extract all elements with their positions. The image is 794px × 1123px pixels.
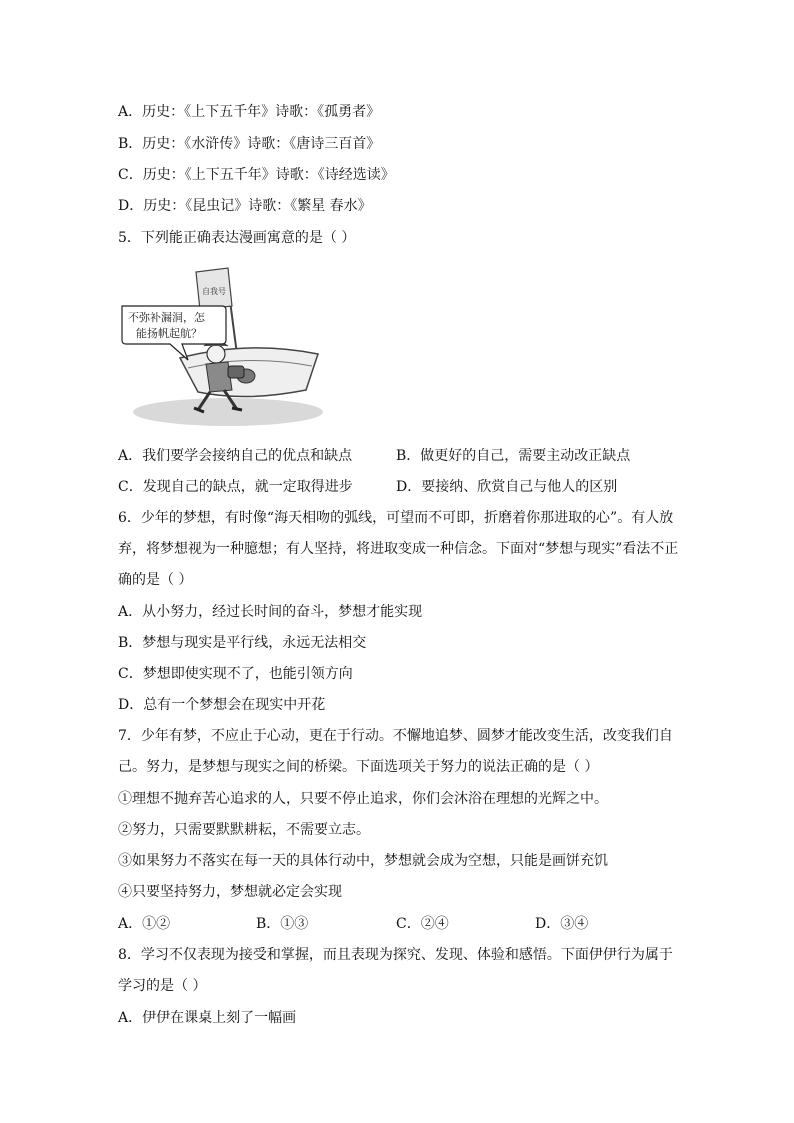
- q6-stem-line-1: 6．少年的梦想，有时像“海天相吻的弧线，可望而不可即，折磨着你那进取的心”。有人放: [118, 510, 674, 526]
- q8-option-a: A．伊伊在课桌上刻了一幅画: [118, 1010, 297, 1026]
- q6-stem-line-2: 弃，将梦想视为一种臆想；有人坚持，将进取变成一种信念。下面对“梦想与现实”看法不正: [118, 541, 679, 557]
- repair-patch: [228, 366, 244, 378]
- q6-option-c: C．梦想即使实现不了，也能引领方向: [118, 666, 353, 682]
- q7-option-b: B．①③: [256, 916, 309, 932]
- q8-stem-line-1: 8．学习不仅表现为接受和掌握，而且表现为探究、发现、体验和感悟。下面伊伊行为属于: [118, 947, 673, 963]
- q5-option-c: C．发现自己的缺点，就一定取得进步: [118, 479, 353, 495]
- q6-option-b: B．梦想与现实是平行线，永远无法相交: [118, 635, 367, 651]
- person-head: [207, 345, 225, 363]
- q7-option-c: C．②④: [396, 916, 449, 932]
- q5-option-b: B．做更好的自己，需要主动改正缺点: [396, 448, 631, 464]
- q8-stem-line-2: 学习的是（ ）: [118, 978, 207, 994]
- q4-option-a: A．历史：《上下五千年》诗歌：《孤勇者》: [118, 104, 381, 120]
- q6-stem-line-3: 确的是（ ）: [118, 572, 193, 588]
- q5-option-d: D．要接纳、欣赏自己与他人的区别: [396, 479, 618, 495]
- q7-stem-line-2: 己。努力，是梦想与现实之间的桥梁。下面选项关于努力的说法正确的是（ ）: [118, 759, 599, 775]
- q6-option-a: A．从小努力，经过长时间的奋斗，梦想才能实现: [118, 604, 423, 620]
- q7-item-3: ③如果努力不落实在每一天的具体行动中，梦想就会成为空想，只能是画饼充饥: [118, 853, 608, 869]
- q5-stem: 5．下列能正确表达漫画寓意的是（ ）: [118, 230, 356, 246]
- q4-option-b: B．历史：《水浒传》诗歌：《唐诗三百首》: [118, 136, 381, 152]
- speech-line-2: 能扬帆起航？: [136, 327, 202, 340]
- ground-shadow: [133, 398, 323, 426]
- q7-option-d: D．③④: [535, 916, 589, 932]
- q7-item-1: ①理想不抛弃苦心追求的人，只要不停止追求，你们会沐浴在理想的光辉之中。: [118, 791, 608, 807]
- q7-stem-line-1: 7．少年有梦，不应止于心动，更在于行动。不懈地追梦、圆梦才能改变生活，改变我们自: [118, 728, 673, 744]
- q5-cartoon-illustration: [118, 262, 328, 430]
- q6-option-d: D．总有一个梦想会在现实中开花: [118, 697, 326, 713]
- speech-line-1: 不弥补漏洞，怎: [128, 311, 205, 324]
- q7-item-2: ②努力，只需要默默耕耘，不需要立志。: [118, 822, 370, 838]
- q5-option-a: A．我们要学会接纳自己的优点和缺点: [118, 448, 353, 464]
- q4-option-c: C．历史：《上下五千年》诗歌：《诗经选读》: [118, 167, 395, 183]
- q4-option-d: D．历史：《昆虫记》诗歌：《繁星 春水》: [118, 198, 372, 214]
- flag-text: 自我号: [202, 287, 226, 296]
- q7-item-4: ④只要坚持努力，梦想就必定会实现: [118, 884, 342, 900]
- q7-option-a: A．①②: [118, 916, 171, 932]
